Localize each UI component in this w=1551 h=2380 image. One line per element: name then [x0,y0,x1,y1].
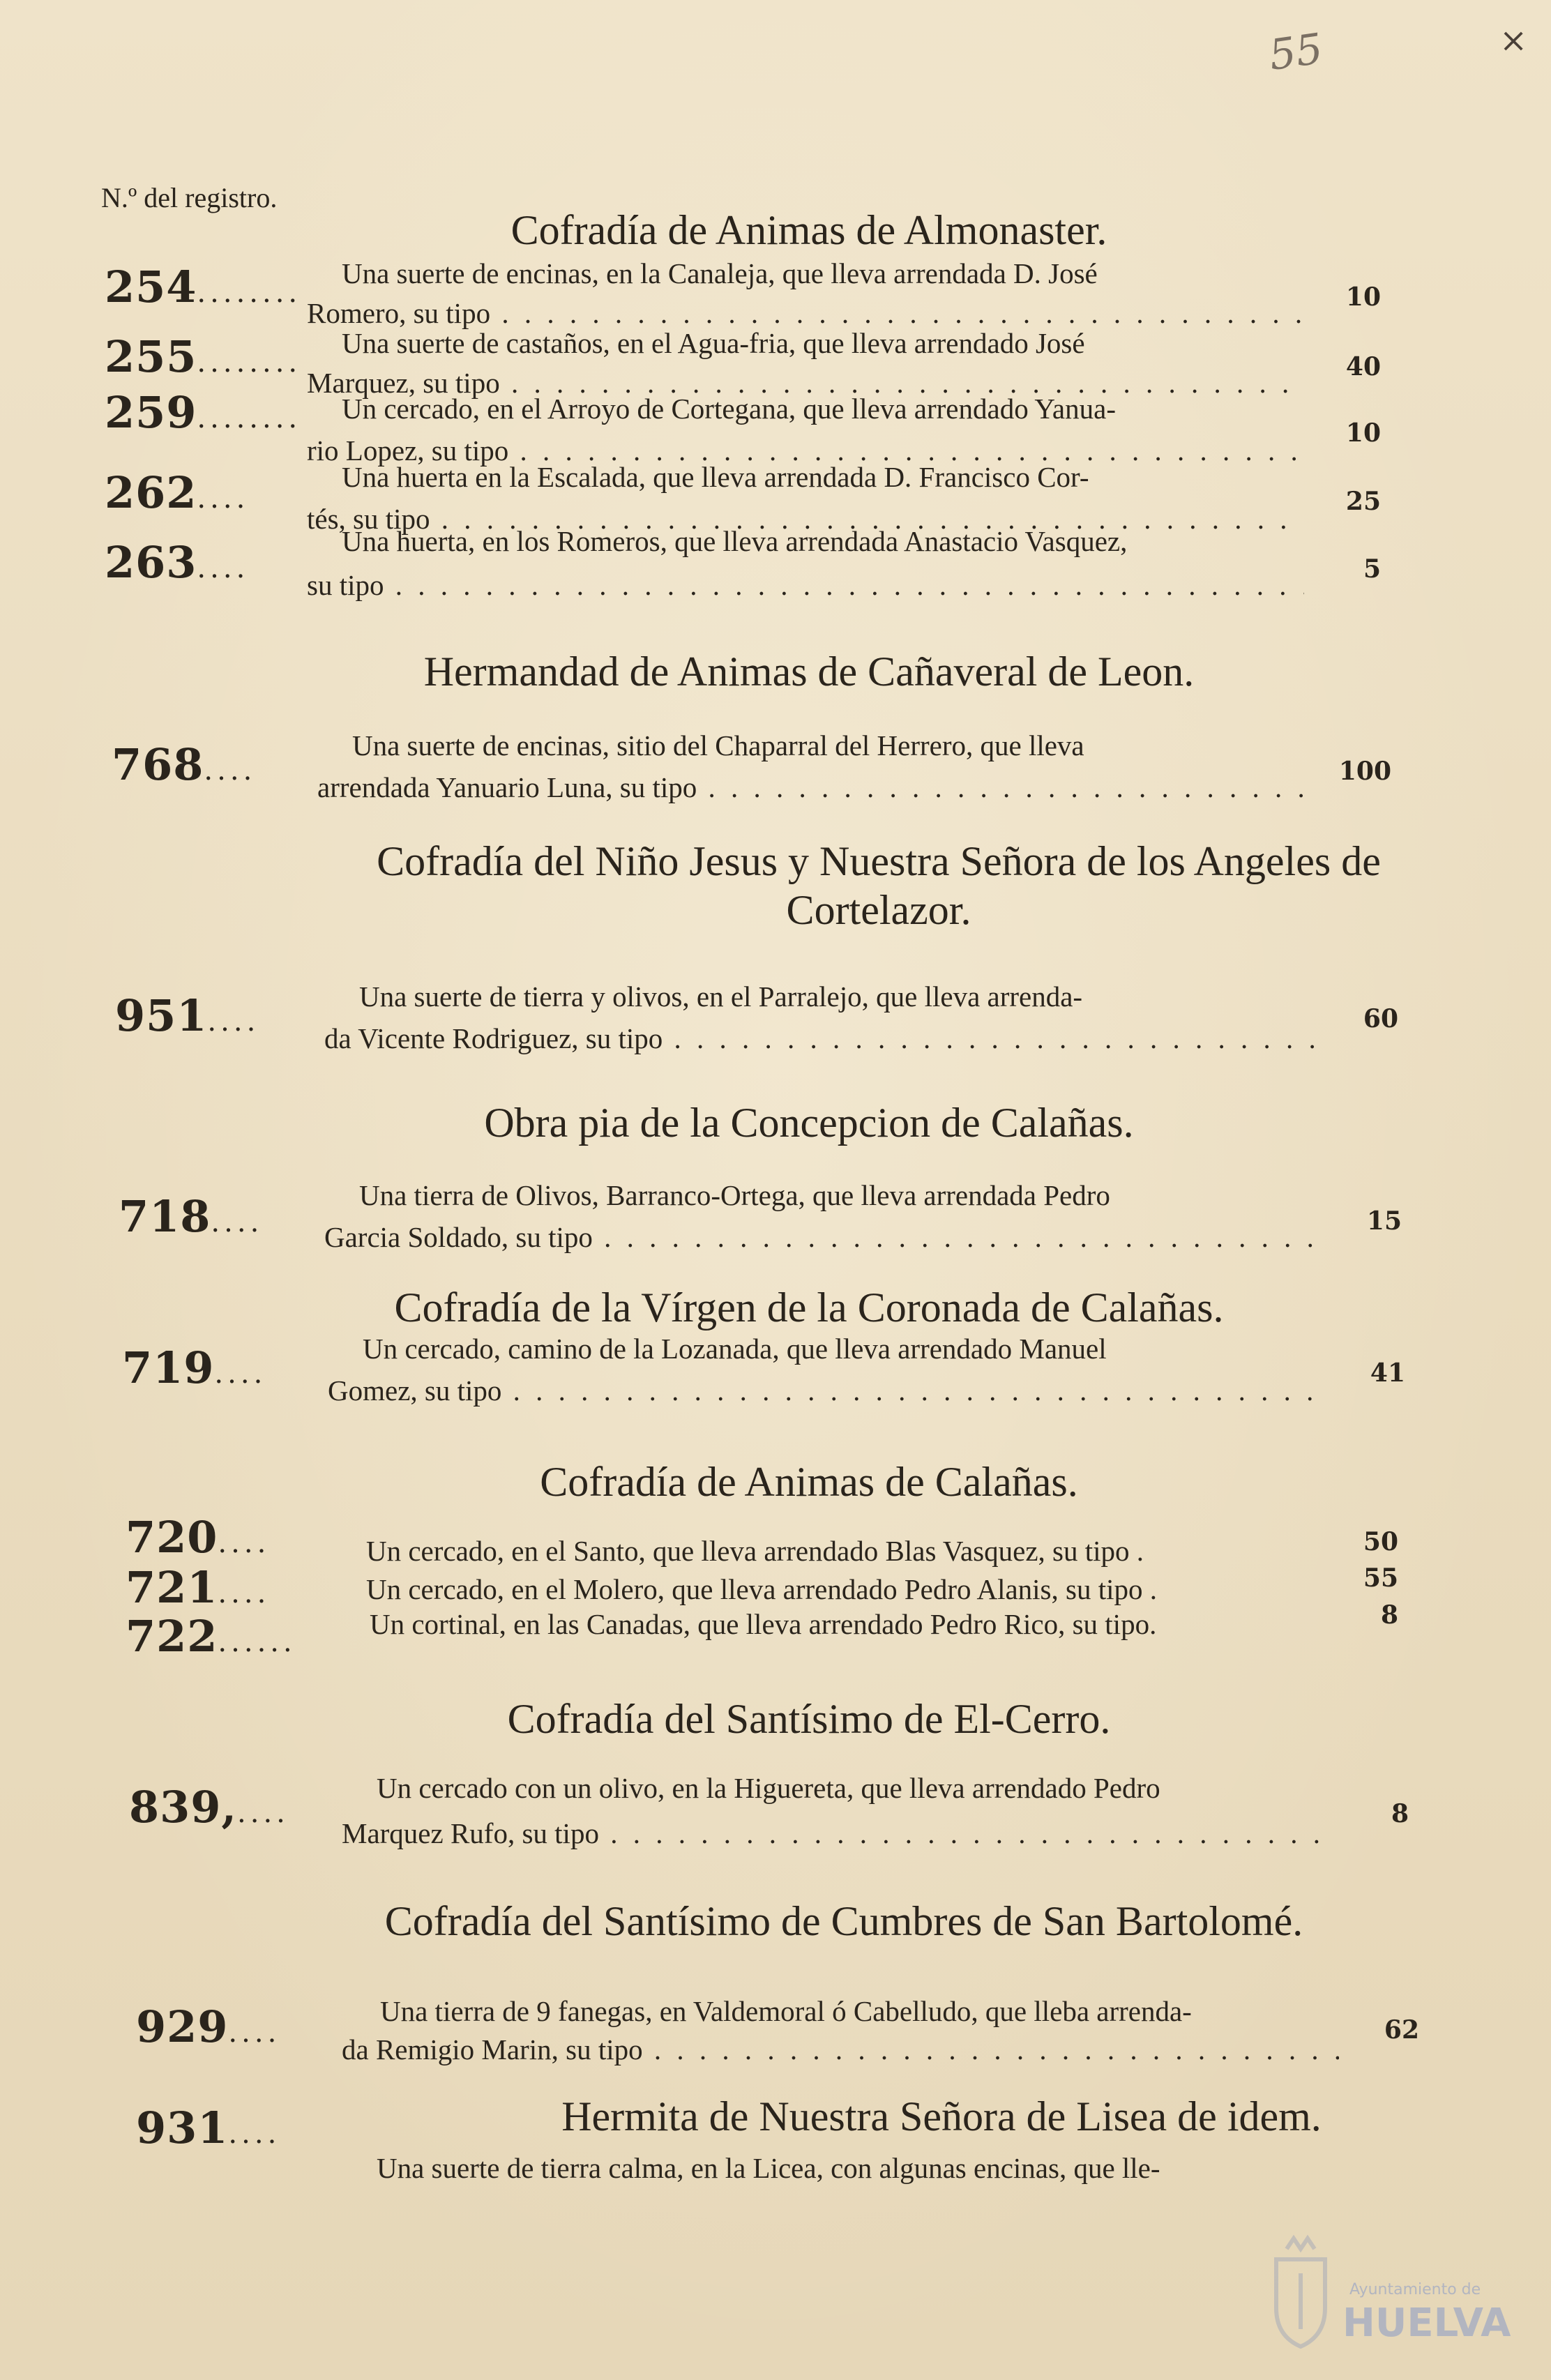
entry-text-line2: tés, su tipo . . . [307,502,1304,536]
section-heading-canaveral: Hermandad de Animas de Cañaveral de Leon. [423,649,1195,695]
register-number: 263.... [105,537,250,588]
section-heading-lisea: Hermita de Nuestra Señora de Lisea de idem. [561,2093,1322,2139]
entry-text-line2: su tipo . . . [307,568,1304,602]
page-number: 55 [1266,24,1326,80]
register-number: 951.... [115,990,260,1041]
entry-text-line2: Marquez Rufo, su tipo . . . [342,1817,1332,1850]
register-number: 931.... [136,2102,281,2153]
register-number: 255........ [105,331,302,382]
entry-amount: 8 [1380,1600,1398,1630]
entry-text-line2: rio Lopez, su tipo . . . [307,434,1304,467]
entry-amount: 60 [1363,1004,1398,1033]
entry-text-line1: Una suerte de tierra calma, en la Licea, con algunas encinas, que lle- [377,2152,1160,2184]
entry-text-line2: Marquez, su tipo . . . [307,366,1304,400]
register-number: 720.... [126,1512,271,1563]
entry-text-line1: Un cercado, en el Santo, que lleva arrendado Blas Vasquez, su tipo . [366,1535,1144,1567]
entry-text-line1: Una tierra de Olivos, Barranco-Ortega, que lleva arrendada Pedro [359,1179,1110,1211]
register-number: 259........ [105,387,302,438]
section-heading-cortelazor: Cofradía del Niño Jesus y Nuestra Señora de los Angeles de Cortelazor. [377,838,1381,933]
entry-text-line2: da Remigio Marin, su tipo . . . [342,2033,1339,2066]
entry-amount: 40 [1345,352,1381,381]
register-number: 722...... [126,1611,296,1662]
section-heading-animas-calanas: Cofradía de Animas de Calañas. [540,1459,1078,1505]
entry-amount: 10 [1345,282,1381,312]
entry-text-line1: Un cercado, camino de la Lozanada, que lleva arrendado Manuel [363,1333,1107,1365]
section-heading-almonaster: Cofradía de Animas de Almonaster. [510,207,1107,253]
entry-amount: 5 [1363,554,1381,584]
section-heading-cumbres: Cofradía del Santísimo de Cumbres de San Bartolomé. [384,1898,1303,1944]
entry-amount: 8 [1391,1799,1409,1828]
section-heading-el-cerro: Cofradía del Santísimo de El-Cerro. [507,1696,1111,1742]
entry-amount: 10 [1345,418,1381,448]
register-number: 254........ [105,262,302,312]
entry-text-line1: Un cortinal, en las Canadas, que lleva arrendado Pedro Rico, su tipo. [370,1608,1157,1640]
entry-amount: 41 [1370,1358,1405,1388]
entry-text-line1: Una suerte de encinas, sitio del Chaparral del Herrero, que lleva [352,729,1084,761]
entry-text-line1: Un cercado, en el Arroyo de Cortegana, que lleva arrendado Yanua- [342,393,1116,425]
register-number: 721.... [126,1562,271,1613]
register-number: 768.... [112,739,257,790]
entry-amount: 15 [1366,1206,1402,1236]
stamp-line2: HUELVA [1342,2301,1511,2346]
entry-text-line1: Un cercado con un olivo, en la Higuereta, que lleva arrendado Pedro [377,1772,1160,1804]
entry-amount: 25 [1345,487,1381,516]
entry-text-line1: Una huerta, en los Romeros, que lleva arrendada Anastacio Vasquez, [342,525,1128,557]
section-heading-coronada: Cofradía de la Vírgen de la Coronada de Calañas. [394,1284,1224,1331]
section-heading-obra-pia: Obra pia de la Concepcion de Calañas. [484,1100,1134,1146]
entry-text-line2: da Vicente Rodriguez, su tipo . . . [324,1022,1315,1055]
entry-text-line2: Romero, su tipo . . . [307,296,1304,330]
entry-text-line2: Garcia Soldado, su tipo . . . [324,1220,1322,1254]
register-number: 262.... [105,467,250,518]
entry-text-line1: Una suerte de castaños, en el Agua-fria, que lleva arrendado José [342,327,1085,359]
entry-text-line1: Una suerte de tierra y olivos, en el Parralejo, que lleva arrenda- [359,980,1083,1013]
register-column-header: N.º del registro. [101,182,278,213]
corner-mark: × [1499,21,1528,60]
entry-amount: 55 [1363,1563,1398,1593]
stamp-line1: Ayuntamiento de [1349,2281,1481,2298]
entry-text-line1: Una suerte de encinas, en la Canaleja, que lleva arrendada D. José [342,257,1098,289]
entry-text-line1: Un cercado, en el Molero, que lleva arrendado Pedro Alanis, su tipo . [366,1573,1157,1605]
entry-text-line2: Gomez, su tipo . . . [328,1374,1325,1407]
entry-amount: 62 [1384,2015,1419,2045]
entry-amount: 100 [1338,757,1391,786]
entry-amount: 50 [1363,1527,1398,1556]
register-number: 839,.... [129,1782,289,1833]
register-number: 929.... [136,2001,281,2052]
entry-text-line1: Una tierra de 9 fanegas, en Valdemoral ó Cabelludo, que lleba arrenda- [380,1995,1192,2027]
archive-stamp [1248,2231,1527,2371]
register-number: 718.... [119,1191,264,1242]
entry-text-line2: arrendada Yanuario Luna, su tipo . . . [317,771,1311,804]
coat-of-arms-icon [1276,2238,1325,2347]
entry-text-line1: Una huerta en la Escalada, que lleva arrendada D. Francisco Cor- [342,461,1089,493]
register-number: 719.... [122,1342,267,1393]
